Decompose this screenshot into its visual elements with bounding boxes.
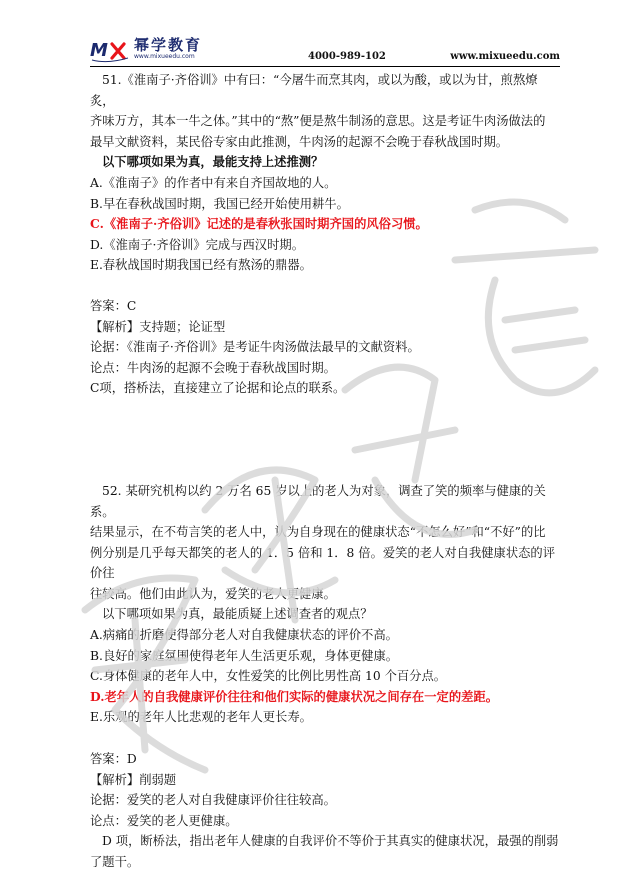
q52-stem-line: 52. 某研究机构以约 2 万名 65 岁以上的老人为对象，调查了笑的频率与健康的关系。	[90, 483, 546, 519]
q51-analysis: 【解析】支持题；论证型	[90, 319, 226, 334]
q51-argument: 论据：《淮南子·齐俗训》是考证牛肉汤做法最早的文献资料。	[90, 340, 420, 355]
svg-text:M: M	[90, 40, 108, 61]
q52-argument: 论据：爱笑的老人对自我健康评价往往较高。	[90, 793, 336, 808]
header-divider	[90, 66, 560, 67]
q52-explanation: D 项，断桥法，指出老年人健康的自我评价不等价于其真实的健康状况，最强的削弱	[102, 834, 559, 849]
q51-conclusion: 论点：牛肉汤的起源不会晚于春秋战国时期。	[90, 360, 336, 375]
q51-answer: 答案：C	[90, 298, 137, 313]
document-body	[90, 70, 562, 873]
brand-logo	[90, 38, 202, 64]
logo-url: www.mixueedu.com	[134, 53, 195, 60]
q52-answer: 答案：D	[90, 752, 137, 767]
q51-explanation: C项，搭桥法，直接建立了论据和论点的联系。	[90, 381, 346, 396]
q51-option-e: E.春秋战国时期我国已经有熬汤的鼎器。	[90, 258, 312, 273]
q52-conclusion: 论点：爱笑的老人更健康。	[90, 813, 238, 828]
q52-option-c: C.身体健康的老年人中，女性爱笑的比例比男性高 10 个百分点。	[90, 669, 447, 684]
q52-explanation: 了题干。	[90, 855, 140, 869]
q52-question: 以下哪项如果为真，最能质疑上述调查者的观点？	[102, 607, 373, 622]
q52-stem-line: 例分别是几乎每天都笑的老人的 1．5 倍和 1．8 倍。爱笑的老人对自我健康状态的评价往	[90, 545, 556, 581]
q51-stem-line: 齐味万方，其本一牛之体。”其中的“熬”便是熬牛制汤的意思。这是考证牛肉汤做法的	[90, 114, 546, 129]
website-link[interactable]: www.mixueedu.com	[450, 51, 560, 62]
logo-name: 幂学教育	[134, 36, 203, 54]
q52-option-d-correct: D.老年人的自我健康评价往往和他们实际的健康状况之间存在一定的差距。	[90, 688, 499, 704]
q52-option-b: B.良好的家庭氛围使得老年人生活更乐观，身体更健康。	[90, 648, 399, 663]
logo-mark-icon	[90, 38, 130, 64]
q52-analysis: 【解析】削弱题	[90, 772, 177, 787]
page-header	[90, 28, 560, 68]
q51-option-a: A.《淮南子》的作者中有来自齐国故地的人。	[90, 175, 337, 190]
phone-number: 4000-989-102	[308, 51, 386, 62]
q51-option-b: B.早在春秋战国时期，我国已经开始使用耕牛。	[90, 196, 349, 211]
q52-option-a: A.病痛的折磨使得部分老人对自我健康状态的评价不高。	[90, 628, 398, 643]
q52-stem-line: 往较高。他们由此认为，爱笑的老人更健康。	[90, 586, 336, 601]
q51-option-d: D.《淮南子·齐俗训》完成与西汉时期。	[90, 237, 304, 252]
q51-question: 以下哪项如果为真，最能支持上述推测？	[102, 154, 324, 170]
q51-option-c-correct: C.《淮南子·齐俗训》记述的是春秋张国时期齐国的风俗习惯。	[90, 216, 428, 232]
q51-stem-line: 51.《淮南子·齐俗训》中有曰：“今屠牛而烹其肉，或以为酸，或以为甘，煎熬燎炙，	[90, 73, 538, 108]
q52-stem-line: 结果显示，在不苟言笑的老人中，认为自身现在的健康状态“不怎么好”和“不好”的比	[90, 525, 546, 540]
q52-option-e: E.乐观的老年人比悲观的老年人更长寿。	[90, 710, 312, 725]
q51-stem-line: 最早文献资料，某民俗专家由此推测，牛肉汤的起源不会晚于春秋战国时期。	[90, 134, 509, 149]
